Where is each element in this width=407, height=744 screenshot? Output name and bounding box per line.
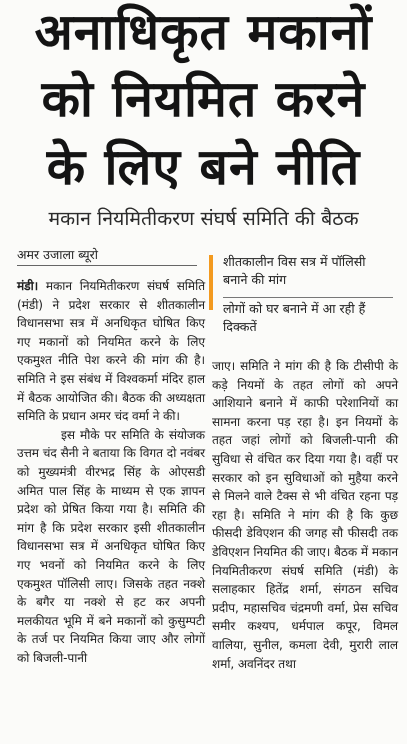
article-paragraph-1	[17, 277, 205, 426]
headline-line-2: को नियमित करने	[41, 70, 366, 128]
pull-quote-divider	[223, 297, 393, 298]
pull-quote-2: लोगों को घर बनाने में आ रही हैं दिक्कतें	[223, 301, 366, 334]
headline-line-1: अनाधिकृत मकानों	[34, 3, 373, 61]
byline-divider	[17, 265, 197, 266]
byline: अमर उजाला ब्यूरो	[17, 247, 98, 262]
pull-quote-accent-bar	[209, 255, 213, 310]
article-paragraph-1-text: मकान नियमितीकरण संघर्ष समिति (मंडी) ने प्रदेश सरकार से शीतकालीन विधानसभा सत्र में अनधिकृत घोषित किए गए मकानों को नियमित करने के लिए एकमुश्त नीति पेश करने की मांग की है। समिति ने इस संबंध में विश्वकर्मा मंदिर हाल में बैठक आयोजित की। बैठक की अध्यक्षता समिति के प्रधान अमर चंद वर्मा ने की।	[17, 279, 205, 424]
dateline: मंडी।	[17, 279, 39, 293]
article-paragraph-2: इस मौके पर समिति के संयोजक उत्तम चंद सैनी ने बताया कि विगत दो नवंबर को मुख्यमंत्री वीरभद्र सिंह के ओएसडी अमित पाल सिंह के माध्यम से एक ज्ञापन प्रदेश को प्रेषित किया गया है। समिति की मांग है कि प्रदेश सरकार इसी शीतकालीन विधानसभा सत्र में अनधिकृत घोषित किए गए भवनों को नियमित करने के लिए एकमुश्त पॉलिसी लाए। जिसके तहत नक्शे के बगैर या नक्शे से हट कर अपनी मलकीयत भूमि में बने मकानों को कुसुम्पटी के तर्ज पर नियमित किया जाए और लोगों को बिजली-पानी	[17, 427, 205, 665]
article-column-right	[212, 357, 398, 673]
article-paragraph-3: जाए। समिति ने मांग की है कि टीसीपी के कड़े नियमों के तहत लोगों को अपने आशियाने बनाने में काफी परेशानियों का सामना करना पड़ रहा है। इन नियमों के तहत जहां लोगों को बिजली-पानी की सुविधा से वंचित कर दिया गया है। वहीं पर सरकार को इन सुविधाओं को मुहैया करने से मिलने वाले टैक्स से भी वंचित रहना पड़ रहा है। समिति ने मांग की है कि कुछ फीसदी डेविएशन की जगह सौ फीसदी तक डेविएशन नियमित की जाए। बैठक में मकान नियमितीकरण संघर्ष समिति (मंडी) के सलाहकार हितेंद्र शर्मा, संगठन सचिव प्रदीप, महासचिव चंद्रमणी वर्मा, प्रेस सचिव समीर कश्यप, धर्मपाल कपूर, विमल वालिया, सुनील, कमला देवी, मुरारी लाल शर्मा, अवनिंदर तथा	[212, 359, 398, 671]
subheadline: मकान नियमितीकरण संघर्ष समिति की बैठक	[48, 207, 359, 230]
article-column-left	[17, 277, 205, 667]
headline-line-3: के लिए बने नीति	[46, 138, 361, 196]
pull-quote-1: शीतकालीन विस सत्र में पॉलिसी बनाने की मांग	[223, 254, 366, 287]
